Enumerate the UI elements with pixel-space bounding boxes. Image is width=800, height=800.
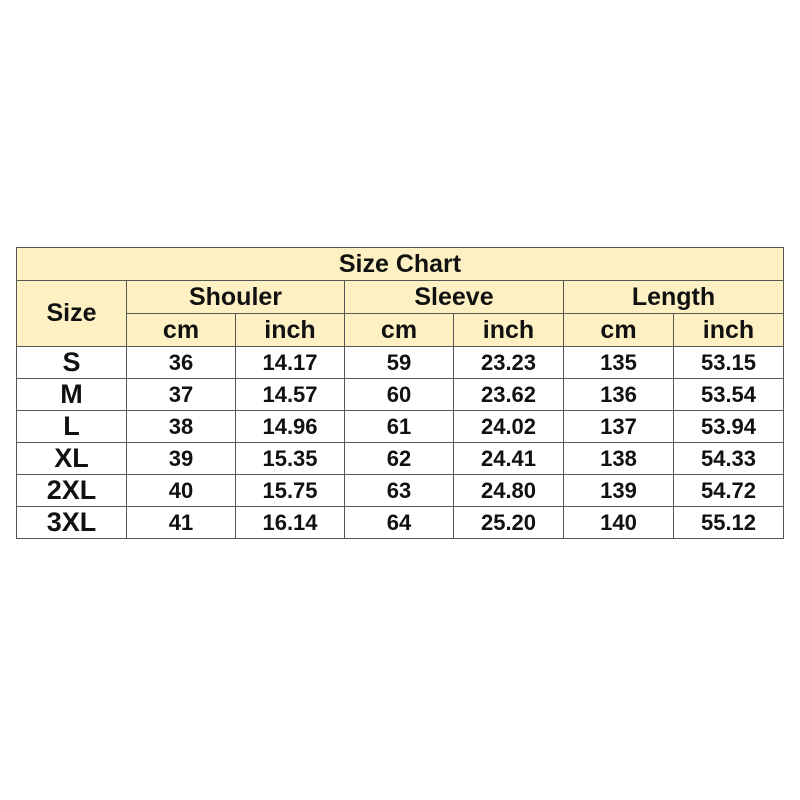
measurement-cell: 140 <box>564 507 674 539</box>
unit-header: inch <box>454 314 564 347</box>
measurement-cell: 39 <box>127 443 236 475</box>
measurement-cell: 62 <box>345 443 454 475</box>
size-label: 3XL <box>17 507 127 539</box>
group-header-row <box>17 281 784 314</box>
measurement-cell: 14.57 <box>236 379 345 411</box>
measurement-cell: 25.20 <box>454 507 564 539</box>
measurement-cell: 37 <box>127 379 236 411</box>
measurement-cell: 53.54 <box>674 379 784 411</box>
table-row <box>17 507 784 539</box>
measurement-cell: 41 <box>127 507 236 539</box>
unit-header: cm <box>127 314 236 347</box>
measurement-cell: 38 <box>127 411 236 443</box>
measurement-cell: 15.35 <box>236 443 345 475</box>
measurement-cell: 24.02 <box>454 411 564 443</box>
measurement-cell: 59 <box>345 347 454 379</box>
unit-header: cm <box>345 314 454 347</box>
size-label: L <box>17 411 127 443</box>
size-label: XL <box>17 443 127 475</box>
size-label: S <box>17 347 127 379</box>
table-row <box>17 443 784 475</box>
measurement-cell: 64 <box>345 507 454 539</box>
measurement-cell: 136 <box>564 379 674 411</box>
chart-title: Size Chart <box>17 248 784 281</box>
measurement-cell: 54.72 <box>674 475 784 507</box>
measurement-cell: 55.12 <box>674 507 784 539</box>
unit-header-row <box>17 314 784 347</box>
table-row <box>17 475 784 507</box>
measurement-cell: 63 <box>345 475 454 507</box>
group-header-shoulder: Shouler <box>127 281 345 314</box>
size-column-header: Size <box>17 281 127 347</box>
title-row <box>17 248 784 281</box>
measurement-cell: 40 <box>127 475 236 507</box>
measurement-cell: 138 <box>564 443 674 475</box>
measurement-cell: 54.33 <box>674 443 784 475</box>
group-header-sleeve: Sleeve <box>345 281 564 314</box>
measurement-cell: 14.96 <box>236 411 345 443</box>
measurement-cell: 24.41 <box>454 443 564 475</box>
unit-header: cm <box>564 314 674 347</box>
measurement-cell: 14.17 <box>236 347 345 379</box>
measurement-cell: 23.23 <box>454 347 564 379</box>
size-chart-body <box>17 347 784 539</box>
size-chart-table <box>16 247 784 539</box>
unit-header: inch <box>674 314 784 347</box>
size-label: 2XL <box>17 475 127 507</box>
measurement-cell: 24.80 <box>454 475 564 507</box>
measurement-cell: 53.94 <box>674 411 784 443</box>
group-header-length: Length <box>564 281 784 314</box>
table-row <box>17 411 784 443</box>
measurement-cell: 135 <box>564 347 674 379</box>
measurement-cell: 137 <box>564 411 674 443</box>
measurement-cell: 15.75 <box>236 475 345 507</box>
measurement-cell: 60 <box>345 379 454 411</box>
size-label: M <box>17 379 127 411</box>
measurement-cell: 23.62 <box>454 379 564 411</box>
measurement-cell: 16.14 <box>236 507 345 539</box>
measurement-cell: 53.15 <box>674 347 784 379</box>
measurement-cell: 36 <box>127 347 236 379</box>
table-row <box>17 379 784 411</box>
measurement-cell: 61 <box>345 411 454 443</box>
measurement-cell: 139 <box>564 475 674 507</box>
unit-header: inch <box>236 314 345 347</box>
table-row <box>17 347 784 379</box>
